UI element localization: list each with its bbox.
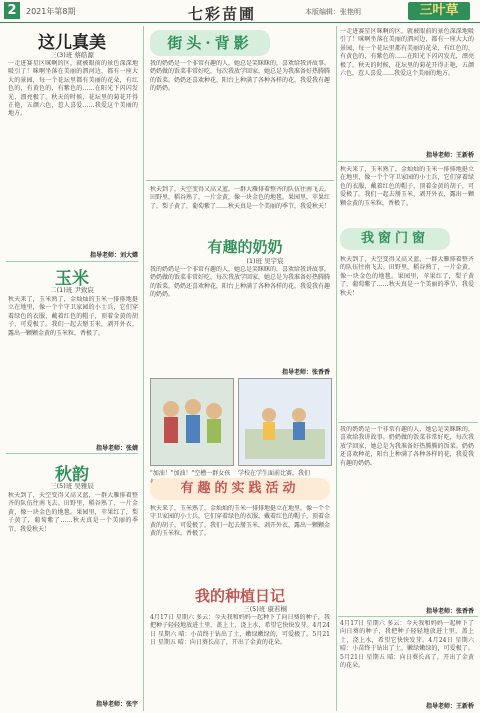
teacher-tag: 指导老师：张婧 [95, 445, 138, 452]
photo-caption: "加油！"加油！"空槽一群女孩 [150, 470, 231, 477]
photo-children-cheering [150, 378, 234, 466]
paper-name: 七彩苗圃 [188, 5, 257, 23]
teacher-tag: 指导老师：张香香 [281, 369, 330, 376]
photo-caption: 学校在学生面前比赛，我们 [238, 470, 311, 477]
article-author: (1)班 吴宇宸 [246, 257, 284, 265]
article-author: 三(3)班 蔡皓源 [50, 51, 94, 59]
photo-illustration [239, 379, 331, 465]
article-author: 二(1)班 尹致宸 [50, 286, 94, 294]
section-divider [338, 161, 478, 162]
section-divider [6, 453, 138, 454]
editor-line: 本版编辑：张艳明 [305, 8, 361, 16]
article-body: 秋天来了，玉米熟了，金灿灿的玉米一排排地挺立在地里，像一个个守卫家园的小士兵，它们穿着绿色的衣服，戴着红色的帽子，顶着金黄的胡子，可爱极了。我们一起去掰玉米，剥开外衣，露出一颗颗金黄的玉米粒，香极了。 [150, 505, 330, 538]
article-body: 秋天到了，天空变得又高又蓝，一群大雁排着整齐的队伍往南飞去。田野里，稻谷熟了，一片金黄，像一块金色的地毯。果园里，苹果红了，梨子黄了，葡萄紫了……秋天真是一个美丽的季节，我爱秋天！ [340, 256, 474, 297]
article-body: 我的奶奶是一个非常有趣的人，她总是笑眯眯的，喜欢给我讲故事。奶奶做的饭菜非常好吃，每次我放学回家，她总是为我准备好热腾腾的饭菜。奶奶还喜欢种花，阳台上种满了各种各样的花，我爱我有趣的奶奶。 [340, 426, 474, 467]
article-author: 三(5)班 吴雅辰 [50, 482, 94, 490]
section-divider [338, 616, 478, 617]
article-author: 三(5)班 康若桐 [243, 605, 287, 613]
teacher-tag: 指导老师：刘大嫦 [89, 252, 138, 259]
teacher-tag: 指导老师：王新桥 [425, 152, 474, 159]
column-divider [336, 26, 337, 711]
article-title: 我的种植日记 [194, 587, 285, 605]
article-body: 我的奶奶是一个非常有趣的人，她总是笑眯眯的，喜欢给我讲故事。奶奶做的饭菜非常好吃，每次我放学回家，她总是为我准备好热腾腾的饭菜。奶奶还喜欢种花，阳台上种满了各种各样的花，我爱我有趣的奶奶。 [150, 60, 330, 93]
section-banner: 有趣的实践活动 [150, 478, 330, 500]
article-body: 4月17日 星期六 多云：今天我和妈妈一起种下了向日葵的种子，我把种子轻轻地放进土里，盖上土，浇上水，希望它快快发芽。4月24日 星期六 晴：小苗终于钻出了土，嫩绿嫩绿的，可爱极了。5月21日 星期五 晴：向日葵长高了，开出了金黄的花朵。 [150, 614, 330, 647]
article-body: 秋天来了，玉米熟了，金灿灿的玉米一排排地挺立在地里，像一个个守卫家园的小士兵，它们穿着绿色的衣服，戴着红色的帽子，顶着金黄的胡子，可爱极了。我们一起去掰玉米，剥开外衣，露出一颗颗金黄的玉米粒，香极了。 [340, 166, 474, 207]
photo-illustration [151, 379, 233, 465]
column-divider [143, 26, 144, 711]
section-divider [338, 422, 478, 423]
article-title: 秋韵 [55, 465, 89, 485]
article-body: 一走进赛星区咪啊的区，就被眼前的景色深深地吸引了！咪啊坐落在美丽的泗河边，都有一座大大的景园，每一个花坛里都有美丽的花朵，有红色的，有黄色的，有紫色的……在阳光下闪闪发光，漂亮极了。秋天的时候，花坛里的菊花开得正艳，五颜六色，惹人喜爱……我爱这个美丽的地方。 [340, 28, 474, 78]
article-body: 秋天到了，天空变得又高又蓝，一群大雁排着整齐的队伍往南飞去。田野里，稻谷熟了，一片金黄，像一块金色的地毯。果园里，苹果红了，梨子黄了，葡萄紫了……秋天真是一个美丽的季节，我爱秋天！ [150, 186, 330, 210]
article-title: 这儿真美 [38, 33, 106, 53]
page-number: 2 [4, 2, 20, 19]
article-body: 我的奶奶是一个非常有趣的人，她总是笑眯眯的，喜欢给我讲故事。奶奶做的饭菜非常好吃，每次我放学回家，她总是为我准备好热腾腾的饭菜。奶奶还喜欢种花，阳台上种满了各种各样的花，我爱我有趣的奶奶。 [150, 266, 330, 299]
article-body: 秋天来了，玉米熟了，金灿灿的玉米一排排地挺立在地里，像一个个守卫家园的小士兵，它们穿着绿色的衣服，戴着红色的帽子，顶着金黄的胡子，可爱极了。我们一起去掰玉米，剥开外衣，露出一颗颗金黄的玉米粒，香极了。 [8, 296, 138, 337]
page-header [0, 0, 480, 23]
teacher-tag: 指导老师：张宇 [95, 701, 138, 708]
teacher-tag: 指导老师：张香香 [425, 608, 474, 615]
article-title: 玉米 [55, 269, 89, 289]
article-body: 4月17日 星期六 多云：今天我和妈妈一起种下了向日葵的种子，我把种子轻轻地放进土里，盖上土，浇上水，希望它快快发芽。4月24日 星期六 晴：小苗终于钻出了土，嫩绿嫩绿的，可爱极了。5月21日 星期五 晴：向日葵长高了，开出了金黄的花朵。 [340, 620, 474, 670]
section-divider [6, 261, 138, 262]
issue-date: 2021年第8期 [26, 7, 76, 16]
section-banner: 街头·背影 [150, 30, 270, 56]
teacher-tag: 指导老师：王新桥 [425, 703, 474, 710]
clover-logo: 三叶草 [408, 2, 470, 20]
photo-school-activity [238, 378, 332, 466]
article-title: 有趣的奶奶 [207, 238, 283, 256]
section-divider [146, 180, 334, 181]
section-banner: 我窗门窗 [340, 228, 450, 250]
article-body: 秋天到了，天空变得又高又蓝，一群大雁排着整齐的队伍往南飞去。田野里，稻谷熟了，一片金黄，像一块金色的地毯。果园里，苹果红了，梨子黄了，葡萄紫了……秋天真是一个美丽的季节，我爱秋天！ [8, 492, 138, 533]
article-body: 一走进赛星区咪啊的区，就被眼前的景色深深地吸引了！咪啊坐落在美丽的泗河边，都有一座大大的景园，每一个花坛里都有美丽的花朵，有红色的，有黄色的，有紫色的……在阳光下闪闪发光，漂亮极了。秋天的时候，花坛里的菊花开得正艳，五颜六色，惹人喜爱……我爱这个美丽的地方。 [8, 60, 138, 118]
